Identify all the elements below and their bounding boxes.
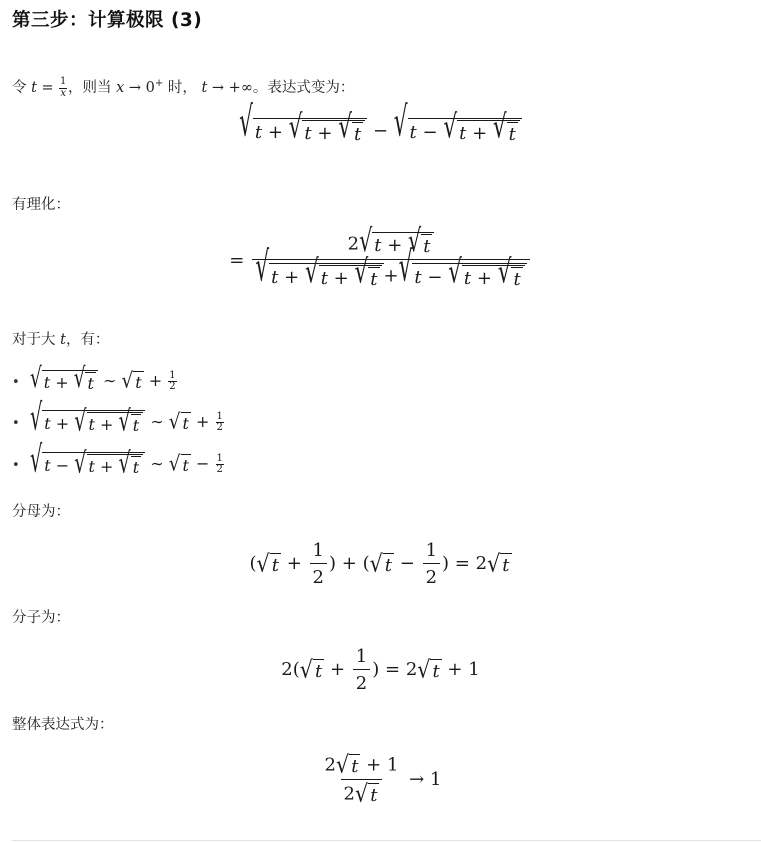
- denominator-label: 分母为：: [12, 504, 70, 520]
- equation-final: 2 √ t + 1 2 √ t → 1: [324, 750, 442, 808]
- arrow-2: →: [211, 80, 225, 96]
- arrow: →: [128, 80, 142, 96]
- var-t-2: t: [201, 80, 208, 96]
- section-heading: 第三步：计算极限 (3): [12, 10, 203, 31]
- overall-label: 整体表达式为：: [12, 717, 114, 733]
- substitution-paragraph: [12, 76, 354, 99]
- intro-text-3: 。表达式变为：: [252, 80, 355, 96]
- equals: =: [41, 80, 54, 96]
- equation-numerator: 2( √ t + $\frac{1}{2}$ ) = 2 √ t + 1: [281, 646, 480, 694]
- rationalize-label: 有理化：: [12, 197, 70, 213]
- plus-infinity: +∞: [228, 80, 253, 96]
- equation-denominator: ( √ t + $\frac{1}{2}$ ) + ( √ t − $\frac{1}{2}$ ) = 2 √ t: [249, 540, 510, 588]
- plus-superscript: +: [154, 78, 164, 90]
- intro-prefix: 令: [12, 80, 27, 96]
- equation-rationalized: = 2 √ t + √ t √ t + √ t + √ t + √ t − √ t + √ t: [0, 232, 761, 290]
- numerator-label: 分子为：: [12, 610, 70, 626]
- fraction-one-over-x: $\frac{1}{x}$: [59, 76, 67, 99]
- var-t: t: [31, 80, 37, 96]
- list-item: • √ t − √ t + √ t ∼ √ t − $\frac{1}{2}$: [12, 436, 223, 481]
- intro-text: ，则当: [67, 80, 112, 96]
- equation-transformed: √ t + √ t + √ t − √ t − √ t + √ t: [0, 118, 761, 145]
- zero: 0: [145, 80, 155, 96]
- list-item: • √ t + √ t + √ t ∼ √ t + $\frac{1}{2}$: [12, 394, 223, 439]
- var-x: x: [116, 80, 125, 96]
- divider: [12, 840, 761, 841]
- list-item: • √ t + √ t ∼ √ t + $\frac{1}{2}$: [12, 362, 176, 394]
- large-t-label: 对于大 t，有：: [12, 332, 110, 348]
- intro-text-2: 时，: [163, 80, 197, 96]
